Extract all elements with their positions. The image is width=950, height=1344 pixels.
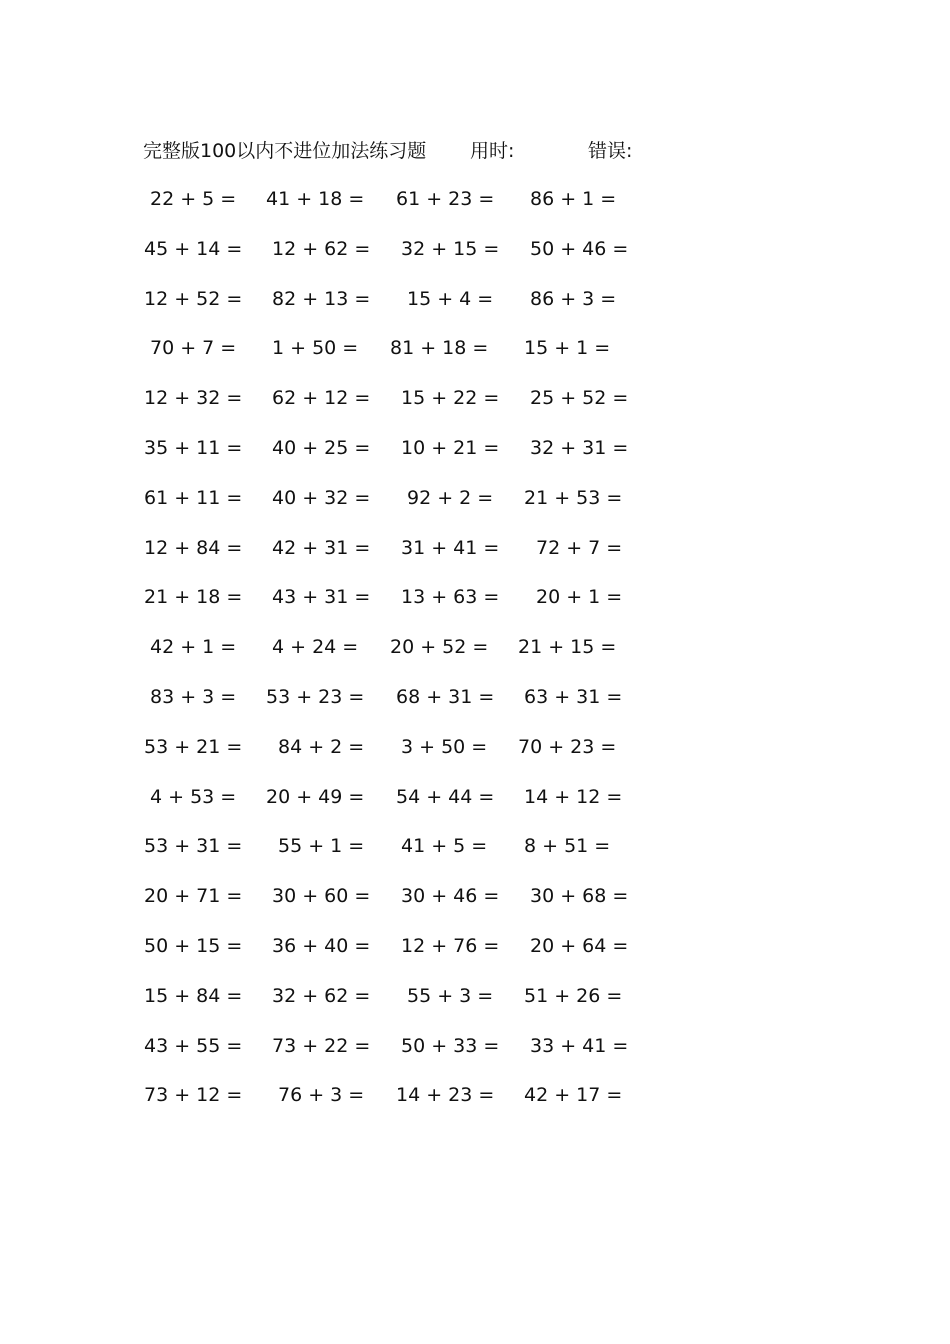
addition-problem: 12 + 52 = [144,287,243,310]
addition-problem: 43 + 31 = [272,586,371,609]
addition-problem: 92 + 2 = [407,486,494,509]
addition-problem: 70 + 7 = [150,337,237,360]
addition-problem: 36 + 40 = [272,935,371,957]
addition-problem: 30 + 46 = [401,885,500,908]
addition-problem: 21 + 53 = [524,486,623,509]
addition-problem: 1 + 50 = [272,337,359,360]
addition-problem: 43 + 55 = [144,1034,243,1057]
addition-problem: 25 + 52 = [530,387,629,410]
addition-problem: 84 + 2 = [278,735,365,758]
addition-problem: 21 + 15 = [518,636,617,659]
addition-problem: 51 + 26 = [524,984,623,1007]
addition-problem: 54 + 44 = [396,785,495,808]
addition-problem: 61 + 11 = [144,486,243,509]
addition-problem: 81 + 18 = [390,337,489,360]
addition-problem: 45 + 14 = [144,237,243,260]
addition-problem: 12 + 84 = [144,536,243,559]
addition-problem: 14 + 12 = [524,785,623,808]
addition-problem: 21 + 18 = [144,586,243,609]
addition-problem: 83 + 3 = [150,686,237,708]
addition-problem: 70 + 23 = [518,735,617,758]
addition-problem: 68 + 31 = [396,686,495,708]
addition-problem: 42 + 17 = [524,1084,623,1107]
addition-problem: 50 + 15 = [144,935,243,957]
addition-problem: 15 + 4 = [407,287,494,310]
addition-problem: 55 + 3 = [407,984,494,1007]
addition-problem: 42 + 1 = [150,636,237,659]
addition-problem: 32 + 31 = [530,437,629,459]
addition-problem: 86 + 3 = [530,287,617,310]
addition-problem: 12 + 32 = [144,387,243,410]
addition-problem: 13 + 63 = [401,586,500,609]
addition-problem: 20 + 71 = [144,885,243,908]
addition-problem: 8 + 51 = [524,835,611,858]
addition-problem: 14 + 23 = [396,1084,495,1107]
addition-problem: 20 + 49 = [266,785,365,808]
addition-problem: 20 + 64 = [530,935,629,957]
addition-problem: 55 + 1 = [278,835,365,858]
addition-problem: 30 + 60 = [272,885,371,908]
addition-problem: 12 + 76 = [401,935,500,957]
addition-problem: 32 + 15 = [401,237,500,260]
addition-problem: 50 + 33 = [401,1034,500,1057]
addition-problem: 20 + 52 = [390,636,489,659]
addition-problem: 22 + 5 = [150,188,237,210]
addition-problem: 73 + 22 = [272,1034,371,1057]
addition-problem: 40 + 32 = [272,486,371,509]
addition-problem: 32 + 62 = [272,984,371,1007]
addition-problem: 72 + 7 = [536,536,623,559]
addition-problem: 86 + 1 = [530,188,617,210]
addition-problem: 41 + 5 = [401,835,488,858]
addition-problem: 53 + 23 = [266,686,365,708]
addition-problem: 4 + 53 = [150,785,237,808]
addition-problem: 73 + 12 = [144,1084,243,1107]
errors-label: 错误: [588,140,633,162]
addition-problem: 31 + 41 = [401,536,500,559]
addition-problem: 20 + 1 = [536,586,623,609]
addition-problem: 62 + 12 = [272,387,371,410]
worksheet-title: 完整版100以内不进位加法练习题 [143,140,427,162]
addition-problem: 10 + 21 = [401,437,500,459]
addition-problem: 50 + 46 = [530,237,629,260]
time-used-label: 用时: [470,140,515,162]
addition-problem: 15 + 1 = [524,337,611,360]
addition-problem: 76 + 3 = [278,1084,365,1107]
addition-problem: 3 + 50 = [401,735,488,758]
addition-problem: 30 + 68 = [530,885,629,908]
addition-problem: 41 + 18 = [266,188,365,210]
addition-problem: 12 + 62 = [272,237,371,260]
addition-problem: 42 + 31 = [272,536,371,559]
addition-problem: 63 + 31 = [524,686,623,708]
addition-problem: 33 + 41 = [530,1034,629,1057]
addition-problem: 53 + 21 = [144,735,243,758]
addition-problem: 82 + 13 = [272,287,371,310]
addition-problem: 4 + 24 = [272,636,359,659]
addition-problem: 15 + 22 = [401,387,500,410]
addition-problem: 61 + 23 = [396,188,495,210]
addition-problem: 53 + 31 = [144,835,243,858]
addition-problem: 35 + 11 = [144,437,243,459]
addition-problem: 40 + 25 = [272,437,371,459]
addition-problem: 15 + 84 = [144,984,243,1007]
